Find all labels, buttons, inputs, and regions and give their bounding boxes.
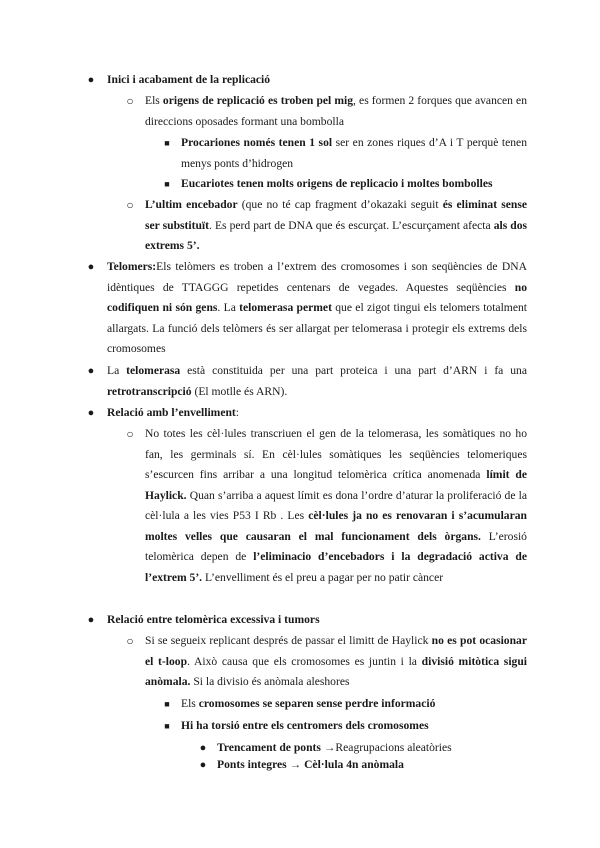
- paragraph: Hi ha torsió entre els centromers dels cromosomes: [181, 719, 429, 732]
- paragraph: Els cromosomes se separen sense perdre informació: [181, 697, 436, 710]
- square-bullet-icon: ■: [164, 179, 170, 189]
- bullet-icon: ●: [87, 74, 95, 86]
- paragraph: Eucariotes tenen molts origens de replicacio i moltes bombolles: [181, 177, 493, 190]
- paragraph: No totes les cèl·lules transcriuen el gen de la telomerasa, les somàtiques no ho fan, les germinals sí. En cèl·lules somàtiques les seqüències telomeriques s’escurcen fins arribar a una longitud telomèrica crítica anomenada límit de Haylick. Quan s’arriba a aquest límit es dona l’ordre d’aturar la proliferació de la cèl·lula a les vies P53 I Rb . Les cèl·lules ja no es renovaran i s’acumularan moltes velles que causaran el mal funcionament dels òrgans. L’erosió telomèrica depen de l’eliminacio d’encebadors i la degradació activa de l’extrem 5’. L’envelliment és el preu a pagar per no patir càncer: [145, 427, 527, 584]
- paragraph: La telomerasa està constituida per una part proteica i una part d’ARN i fa una retrotranscripció (El motlle és ARN).: [107, 364, 527, 398]
- bullet-icon: ●: [87, 261, 95, 273]
- section-heading: Inici i acabament de la replicació: [107, 73, 271, 86]
- circle-bullet-icon: ○: [126, 198, 134, 212]
- paragraph: Els origens de replicació es troben pel mig, es formen 2 forques que avancen en direccions oposades formant una bombolla: [145, 94, 527, 128]
- bullet-icon: ●: [199, 759, 207, 771]
- bullet-icon: ●: [87, 614, 95, 626]
- square-bullet-icon: ■: [164, 721, 170, 731]
- paragraph: Telomers:Els telòmers es troben a l’extrem des cromosomes i son seqüències de DNA idèntiques de TTAGGG repetides centenars de vegades. Aquestes seqüències no codifiquen ni són gens. La telomerasa permet que el zigot tingui els telomers totalment allargats. La funció dels telòmers és ser allargat per telomerasa i protegir els extrems dels cromosomes: [107, 260, 527, 355]
- circle-bullet-icon: ○: [126, 94, 134, 108]
- paragraph: Si se segueix replicant després de passar el limitt de Haylick no es pot ocasionar el t-loop. Això causa que els cromosomes es juntin i la divisió mitòtica sigui anòmala. Si la divisio és anòmala aleshores: [145, 634, 528, 688]
- section-heading: Relació entre telomèrica excessiva i tumors: [107, 613, 320, 626]
- section-heading: Relació amb l’envelliment:: [107, 406, 240, 419]
- bullet-icon: ●: [87, 407, 95, 419]
- bullet-icon: ●: [199, 742, 207, 754]
- circle-bullet-icon: ○: [126, 427, 134, 441]
- bullet-icon: ●: [87, 365, 95, 377]
- circle-bullet-icon: ○: [126, 634, 134, 648]
- square-bullet-icon: ■: [164, 138, 170, 148]
- paragraph: L’ultim encebador (que no té cap fragment d’okazaki seguit és eliminat sense ser substituït. Es perd part de DNA que és escurçat. L’escurçament afecta als dos extrems 5’.: [145, 198, 528, 252]
- paragraph: Procariones només tenen 1 sol ser en zones riques d’A i T perquè tenen menys ponts d’hidrogen: [181, 136, 527, 170]
- square-bullet-icon: ■: [164, 699, 170, 709]
- paragraph: Ponts integres → Cèl·lula 4n anòmala: [217, 758, 404, 771]
- paragraph: Trencament de ponts →Reagrupacions aleatòries: [217, 741, 452, 754]
